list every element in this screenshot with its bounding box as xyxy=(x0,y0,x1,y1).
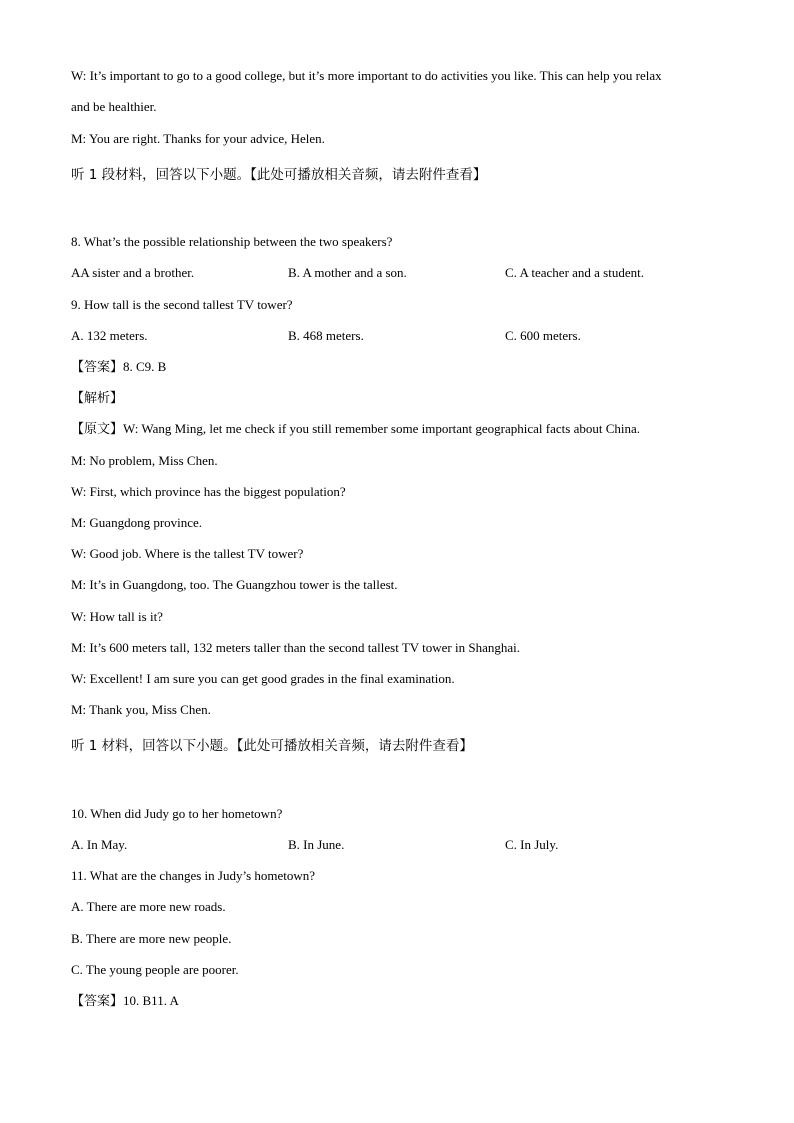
q10-option-b: B. In June. xyxy=(288,837,345,852)
transcript-line: W: First, which province has the biggest population? xyxy=(71,484,346,499)
q11-option-a: A. There are more new roads. xyxy=(71,899,226,914)
question-8: 8. What’s the possible relationship between the two speakers? xyxy=(71,234,393,249)
q9-option-c: C. 600 meters. xyxy=(505,328,581,343)
q8-option-b: B. A mother and a son. xyxy=(288,265,407,280)
q9-option-a: A. 132 meters. xyxy=(71,328,148,343)
answer-8-9: 【答案】8. C9. B xyxy=(71,359,167,374)
transcript-line: M: Thank you, Miss Chen. xyxy=(71,702,211,717)
analysis-label: 【解析】 xyxy=(71,390,124,405)
transcript-line: M: It’s in Guangdong, too. The Guangzhou tower is the tallest. xyxy=(71,577,398,592)
q9-option-b: B. 468 meters. xyxy=(288,328,364,343)
q10-option-c: C. In July. xyxy=(505,837,559,852)
transcript-line: M: No problem, Miss Chen. xyxy=(71,453,218,468)
transcript-line: 【原文】W: Wang Ming, let me check if you still remember some important geographical facts about China. xyxy=(71,421,641,436)
dialogue-w-line-2: and be healthier. xyxy=(71,99,157,114)
listen-instruction-2: 听 1 材料，回答以下小题。【此处可播放相关音频，请去附件查看】 xyxy=(71,738,473,754)
q10-option-a: A. In May. xyxy=(71,837,128,852)
listen-instruction-1: 听 1 段材料，回答以下小题。【此处可播放相关音频，请去附件查看】 xyxy=(71,167,487,183)
transcript-line: W: How tall is it? xyxy=(71,609,163,624)
transcript-line: M: Guangdong province. xyxy=(71,515,203,530)
question-9: 9. How tall is the second tallest TV tower? xyxy=(71,297,293,312)
question-11: 11. What are the changes in Judy’s hometown? xyxy=(71,868,316,883)
dialogue-m-line: M: You are right. Thanks for your advice, Helen. xyxy=(71,131,325,146)
transcript-line: W: Excellent! I am sure you can get good grades in the final examination. xyxy=(71,671,455,686)
dialogue-w-line-1: W: It’s important to go to a good college, but it’s more important to do activities you like. This can help you relax xyxy=(71,68,662,83)
q11-option-b: B. There are more new people. xyxy=(71,931,232,946)
transcript-line: M: It’s 600 meters tall, 132 meters taller than the second tallest TV tower in Shanghai. xyxy=(71,640,521,655)
transcript-line: W: Good job. Where is the tallest TV tower? xyxy=(71,546,304,561)
q8-option-c: C. A teacher and a student. xyxy=(505,265,644,280)
q8-option-a: AA sister and a brother. xyxy=(71,265,195,280)
answer-10-11: 【答案】10. B11. A xyxy=(71,993,179,1008)
question-10: 10. When did Judy go to her hometown? xyxy=(71,806,283,821)
q11-option-c: C. The young people are poorer. xyxy=(71,962,239,977)
